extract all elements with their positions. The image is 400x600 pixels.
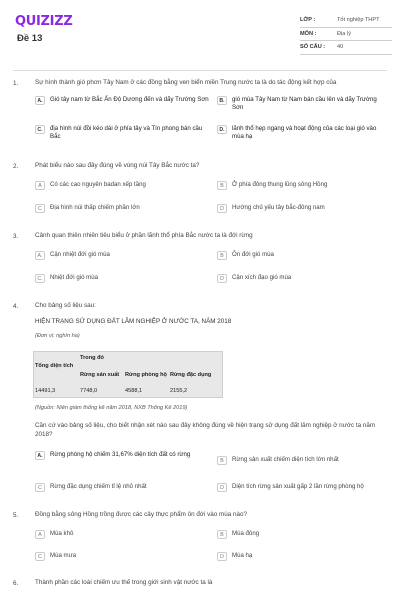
option-text: Cận xích đạo gió mùa (232, 274, 292, 281)
table-header-protection: Rừng phòng hộ (125, 372, 167, 378)
answer-option-d[interactable] (217, 274, 389, 283)
option-text: Ở phía đông thung lũng sông Hồng (232, 181, 328, 188)
option-letter: C (35, 204, 45, 213)
meta-row-count (300, 41, 392, 55)
answer-option-b[interactable] (217, 251, 389, 260)
question-number: 5. (13, 512, 19, 519)
table-title: HIỆN TRẠNG SỬ DỤNG ĐẤT LÂM NGHIỆP Ở NƯỚC TA, NĂM 2018 (35, 318, 232, 325)
header-divider (13, 70, 387, 71)
option-letter: D (217, 552, 227, 561)
option-text: gió mùa Tây Nam từ Nam bán cầu lên và dãy Trường Sơn (232, 96, 377, 111)
question-text: Đồng bằng sông Hồng trồng được các cây thực phẩm ôn đới vào mùa nào? (35, 511, 248, 518)
option-text: địa hình núi đồi kéo dài ở phía tây và Tín phong bán cầu Bắc (50, 125, 203, 140)
meta-value: Tốt nghiệp THPT (337, 17, 380, 24)
option-text: Có các cao nguyên badan xếp tầng (50, 181, 146, 188)
meta-key: MÔN : (300, 30, 317, 37)
table-header-group: Trong đó (80, 355, 104, 361)
page-title: Đề 13 (17, 33, 43, 44)
meta-row-subject (300, 28, 392, 42)
answer-option-a[interactable] (35, 181, 210, 190)
option-letter: C. (35, 274, 45, 283)
question-text: Cho bảng số liệu sau: (35, 302, 96, 309)
option-letter: C. (35, 125, 45, 134)
option-text: Rừng sản xuất chiếm diện tích lớn nhất (232, 456, 339, 463)
table-header-special: Rừng đặc dụng (170, 372, 212, 378)
option-text: Diện tích rừng sản xuất gấp 2 lần rừng phòng hộ (232, 483, 364, 490)
question-text: Sự hình thành gió phơn Tây Nam ở các đồng bằng ven biển miền Trung nước ta là do tác động kết hợp của (35, 79, 337, 86)
option-text: Rừng đặc dụng chiếm tỉ lệ nhỏ nhất (50, 483, 147, 490)
option-letter: D (217, 204, 227, 213)
option-letter: A. (35, 451, 45, 460)
answer-option-b[interactable] (217, 96, 389, 112)
option-letter: A. (35, 251, 45, 260)
question-number: 6. (13, 580, 19, 587)
table-cell: 14491,3 (35, 388, 56, 394)
quizizz-logo: QUIZIZZ (15, 14, 73, 29)
question-text: Căn cứ vào bảng số liệu, cho biết nhận xét nào sau đây không đúng về hiện trạng sử dụng đất lâm nghiệp ở nước ta năm 2018? (35, 422, 376, 438)
option-letter: B (217, 181, 227, 190)
option-text: Mùa khô (50, 530, 74, 537)
table-cell: 4588,1 (125, 388, 143, 394)
table-cell: 7748,0 (80, 388, 98, 394)
question-text: Phát biểu nào sau đây đúng về vùng núi Tây Bắc nước ta? (35, 162, 200, 169)
option-text: lãnh thổ hẹp ngang và hoạt động của các loại gió vào mùa hạ (232, 125, 377, 140)
answer-option-c[interactable] (35, 483, 210, 492)
question-number: 1. (13, 80, 19, 87)
meta-row-class (300, 14, 392, 28)
option-letter: A (35, 530, 45, 539)
question-text: Cảnh quan thiên nhiên tiêu biểu ở phần lãnh thổ phía Bắc nước ta là đới rừng (35, 232, 253, 239)
option-text: Mùa mưa (50, 552, 77, 559)
option-text: Địa hình núi thấp chiếm phần lớn (50, 204, 140, 211)
option-letter: D. (217, 125, 227, 134)
option-text: Gió tây nam từ Bắc Ấn Độ Dương đến và dãy Trường Sơn (50, 96, 209, 103)
table-source: (Nguồn: Niên giám thống kê năm 2018, NXB Thống Kê 2019) (35, 405, 188, 411)
option-letter: B (217, 530, 227, 539)
question-number: 4. (13, 303, 19, 310)
table-cell: 2155,2 (170, 388, 188, 394)
option-letter: A. (35, 96, 45, 105)
answer-option-a[interactable] (35, 251, 210, 260)
meta-key: SỐ CÂU : (300, 44, 326, 51)
answer-option-c[interactable] (35, 552, 210, 561)
option-letter: A (35, 181, 45, 190)
meta-value: Địa lý (337, 30, 351, 37)
answer-option-d[interactable] (217, 204, 389, 213)
option-text: Mùa hạ (232, 552, 253, 559)
answer-option-a[interactable] (35, 451, 210, 460)
meta-key: LỚP : (300, 17, 316, 24)
option-letter: D (217, 483, 227, 492)
answer-option-b[interactable] (217, 181, 389, 190)
option-letter: C (35, 552, 45, 561)
option-letter: B. (217, 96, 227, 105)
answer-option-a[interactable] (35, 96, 210, 105)
answer-option-c[interactable] (35, 125, 210, 141)
option-text: Cận nhiệt đới gió mùa (50, 251, 110, 258)
answer-option-b[interactable] (217, 530, 389, 539)
answer-option-d[interactable] (217, 552, 389, 561)
option-letter: D (217, 274, 227, 283)
meta-value: 40 (337, 44, 344, 51)
option-letter: C (35, 483, 45, 492)
answer-option-a[interactable] (35, 530, 210, 539)
answer-option-d[interactable] (217, 483, 389, 492)
table-unit: (Đơn vị: nghìn ha) (35, 333, 80, 339)
option-text: Rừng phòng hộ chiếm 31,67% diện tích đất có rừng (50, 451, 191, 458)
answer-option-c[interactable] (35, 204, 210, 213)
answer-option-c[interactable] (35, 274, 210, 283)
option-text: Mùa đông (232, 530, 260, 537)
option-text: Nhiệt đới gió mùa (50, 274, 99, 281)
option-text: Ôn đới gió mùa (232, 251, 274, 258)
answer-option-b[interactable] (217, 456, 389, 465)
option-text: Hướng chủ yếu tây bắc-đông nam (232, 204, 325, 211)
meta-panel (300, 14, 392, 55)
question-text: Thành phần các loài chiếm ưu thế trong giới sinh vật nước ta là (35, 579, 213, 586)
question-number: 3. (13, 233, 19, 240)
table-header-total: Tổng diện tích (35, 363, 74, 369)
question-number: 2. (13, 163, 19, 170)
data-table (33, 351, 223, 398)
answer-option-d[interactable] (217, 125, 389, 141)
table-header-production: Rừng sản xuất (80, 372, 120, 378)
option-letter: B (217, 456, 227, 465)
option-letter: B (217, 251, 227, 260)
